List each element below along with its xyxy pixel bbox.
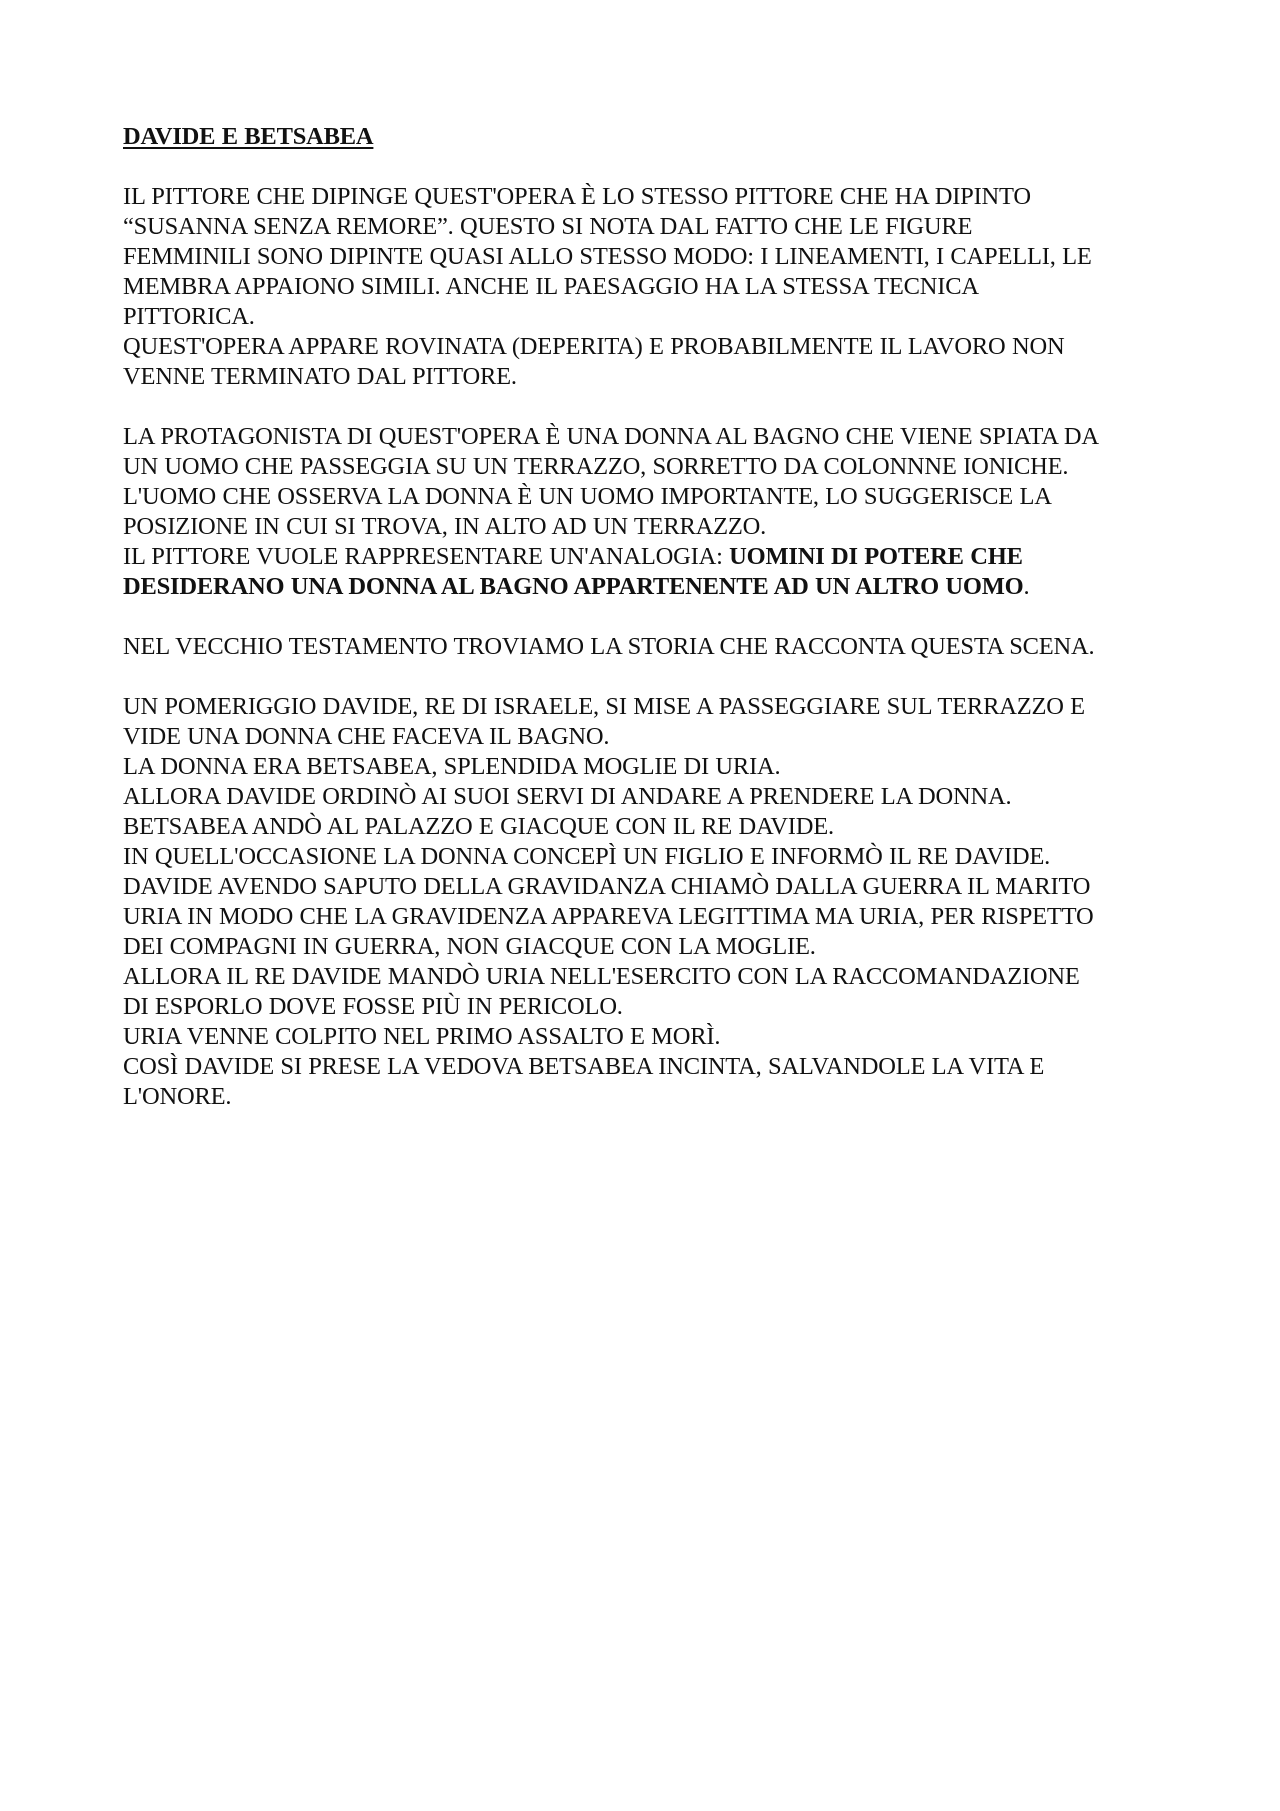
text-line: LA PROTAGONISTA DI QUEST'OPERA È UNA DONNA AL BAGNO CHE VIENE SPIATA DA xyxy=(123,423,1099,450)
text-line: DAVIDE AVENDO SAPUTO DELLA GRAVIDANZA CHIAMÒ DALLA GUERRA IL MARITO xyxy=(123,873,1091,900)
analogy-end: . xyxy=(1023,573,1030,600)
text-line: BETSABEA ANDÒ AL PALAZZO E GIACQUE CON IL RE DAVIDE. xyxy=(123,813,834,840)
text-line: UN POMERIGGIO DAVIDE, RE DI ISRAELE, SI MISE A PASSEGGIARE SUL TERRAZZO E xyxy=(123,693,1085,720)
text-line: ALLORA DAVIDE ORDINÒ AI SUOI SERVI DI ANDARE A PRENDERE LA DONNA. xyxy=(123,783,1012,810)
paragraph-4 xyxy=(123,692,1183,1112)
text-line: QUEST'OPERA APPARE ROVINATA (DEPERITA) E PROBABILMENTE IL LAVORO NON xyxy=(123,333,1065,360)
text-line: POSIZIONE IN CUI SI TROVA, IN ALTO AD UN TERRAZZO. xyxy=(123,513,767,540)
text-line: L'ONORE. xyxy=(123,1083,232,1110)
text-line: PITTORICA. xyxy=(123,303,255,330)
text-line: ALLORA IL RE DAVIDE MANDÒ URIA NELL'ESERCITO CON LA RACCOMANDAZIONE xyxy=(123,963,1080,990)
text-line: URIA IN MODO CHE LA GRAVIDENZA APPAREVA LEGITTIMA MA URIA, PER RISPETTO xyxy=(123,903,1094,930)
text-line: DI ESPORLO DOVE FOSSE PIÙ IN PERICOLO. xyxy=(123,993,623,1020)
text-line: L'UOMO CHE OSSERVA LA DONNA È UN UOMO IMPORTANTE, LO SUGGERISCE LA xyxy=(123,483,1052,510)
paragraph-3 xyxy=(123,632,1183,662)
text-line: IL PITTORE CHE DIPINGE QUEST'OPERA È LO STESSO PITTORE CHE HA DIPINTO xyxy=(123,183,1031,210)
document-body xyxy=(123,122,1183,1142)
analogy-intro: IL PITTORE VUOLE RAPPRESENTARE UN'ANALOGIA: xyxy=(123,543,730,570)
text-line: COSÌ DAVIDE SI PRESE LA VEDOVA BETSABEA INCINTA, SALVANDOLE LA VITA E xyxy=(123,1053,1045,1080)
paragraph-1 xyxy=(123,182,1183,392)
text-line: LA DONNA ERA BETSABEA, SPLENDIDA MOGLIE DI URIA. xyxy=(123,753,781,780)
paragraph-2 xyxy=(123,422,1183,602)
text-line: “SUSANNA SENZA REMORE”. QUESTO SI NOTA DAL FATTO CHE LE FIGURE xyxy=(123,213,973,240)
text-line: VENNE TERMINATO DAL PITTORE. xyxy=(123,363,517,390)
document-title: DAVIDE E BETSABEA xyxy=(123,123,374,150)
text-line: DEI COMPAGNI IN GUERRA, NON GIACQUE CON LA MOGLIE. xyxy=(123,933,816,960)
text-line: UN UOMO CHE PASSEGGIA SU UN TERRAZZO, SORRETTO DA COLONNNE IONICHE. xyxy=(123,453,1069,480)
text-line: FEMMINILI SONO DIPINTE QUASI ALLO STESSO MODO: I LINEAMENTI, I CAPELLI, LE xyxy=(123,243,1092,270)
text-line: NEL VECCHIO TESTAMENTO TROVIAMO LA STORIA CHE RACCONTA QUESTA SCENA. xyxy=(123,633,1095,660)
analogy-bold-text: DESIDERANO UNA DONNA AL BAGNO APPARTENENTE AD UN ALTRO UOMO xyxy=(123,573,1024,600)
analogy-bold-text: UOMINI DI POTERE CHE xyxy=(729,543,1023,570)
text-line: MEMBRA APPAIONO SIMILI. ANCHE IL PAESAGGIO HA LA STESSA TECNICA xyxy=(123,273,979,300)
analogy-line xyxy=(123,572,1183,602)
analogy-line xyxy=(123,542,1183,572)
text-line: URIA VENNE COLPITO NEL PRIMO ASSALTO E MORÌ. xyxy=(123,1023,721,1050)
text-line: VIDE UNA DONNA CHE FACEVA IL BAGNO. xyxy=(123,723,610,750)
text-line: IN QUELL'OCCASIONE LA DONNA CONCEPÌ UN FIGLIO E INFORMÒ IL RE DAVIDE. xyxy=(123,843,1051,870)
